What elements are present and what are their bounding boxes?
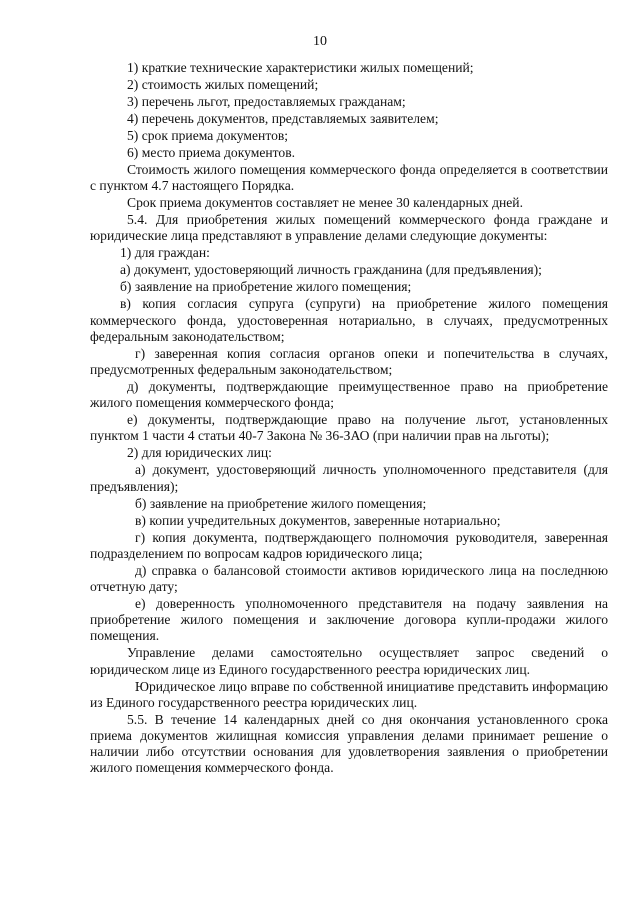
paragraph: 2) для юридических лиц:	[127, 445, 272, 461]
paragraph: Стоимость жилого помещения коммерческого фонда определяется в соответствии с пунктом 4.7 настоящего Порядка.	[90, 162, 608, 194]
paragraph: 5.4. Для приобретения жилых помещений коммерческого фонда граждане и юридические лица представляют в управление делами следующие документы:	[90, 212, 608, 244]
paragraph: 6) место приема документов.	[127, 145, 296, 160]
paragraph: б) заявление на приобретение жилого помещения;	[135, 495, 427, 511]
paragraph: г) копия документа, подтверждающего полномочия руководителя, заверенная подразделением по вопросам кадров юридического лица;	[90, 529, 608, 561]
paragraph: Срок приема документов составляет не менее 30 календарных дней.	[127, 195, 523, 211]
paragraph: д) документы, подтверждающие преимущественное право на приобретение жилого помещения коммерческого фонда;	[90, 379, 608, 411]
page-number: 10	[313, 34, 327, 49]
paragraph: б) заявление на приобретение жилого помещения;	[120, 279, 412, 295]
paragraph: 1) краткие технические характеристики жилых помещений;	[127, 60, 474, 75]
paragraph: г) заверенная копия согласия органов опеки и попечительства в случаях, предусмотренных федеральным законодательством;	[90, 345, 608, 378]
paragraph: а) документ, удостоверяющий личность уполномоченного представителя (для предъявления);	[90, 462, 608, 494]
paragraph: 1) для граждан:	[120, 245, 210, 261]
paragraph: д) справка о балансовой стоимости активов юридического лица на последнюю отчетную дату;	[90, 562, 608, 595]
paragraph: е) доверенность уполномоченного представителя на подачу заявления на приобретение жилого помещения и заключение договора купли-продажи жилого помещения.	[90, 596, 608, 644]
document-body	[90, 60, 608, 777]
paragraph: 4) перечень документов, представляемых заявителем;	[127, 111, 439, 126]
paragraph: 5) срок приема документов;	[127, 128, 289, 143]
paragraph: в) копии учредительных документов, заверенные нотариально;	[135, 512, 501, 528]
paragraph: Юридическое лицо вправе по собственной инициативе представить информацию из Единого государственного реестра юридических лиц.	[90, 678, 608, 710]
paragraph: а) документ, удостоверяющий личность гражданина (для предъявления);	[120, 262, 542, 278]
paragraph: е) документы, подтверждающие право на получение льгот, установленных пунктом 1 части 4 статьи 40-7 Закона № 36-ЗАО (при наличии прав на льготы);	[90, 412, 608, 444]
paragraph: Управление делами самостоятельно осуществляет запрос сведений о юридическом лице из Единого государственного реестра юридических лиц.	[90, 645, 608, 677]
paragraph: 3) перечень льгот, предоставляемых гражданам;	[127, 94, 406, 109]
paragraph: 2) стоимость жилых помещений;	[127, 77, 319, 92]
paragraph: в) копия согласия супруга (супруги) на приобретение жилого помещения коммерческого фонда, удостоверенная нотариально, в случаях, предусмотренных федеральным законодательством;	[90, 296, 608, 344]
paragraph: 5.5. В течение 14 календарных дней со дня окончания установленного срока приема документов жилищная комиссия управления делами принимает решение о наличии либо отсутствии основания для удовлетворения заявления о приобретении жилого помещения коммерческого фонда.	[90, 711, 608, 776]
